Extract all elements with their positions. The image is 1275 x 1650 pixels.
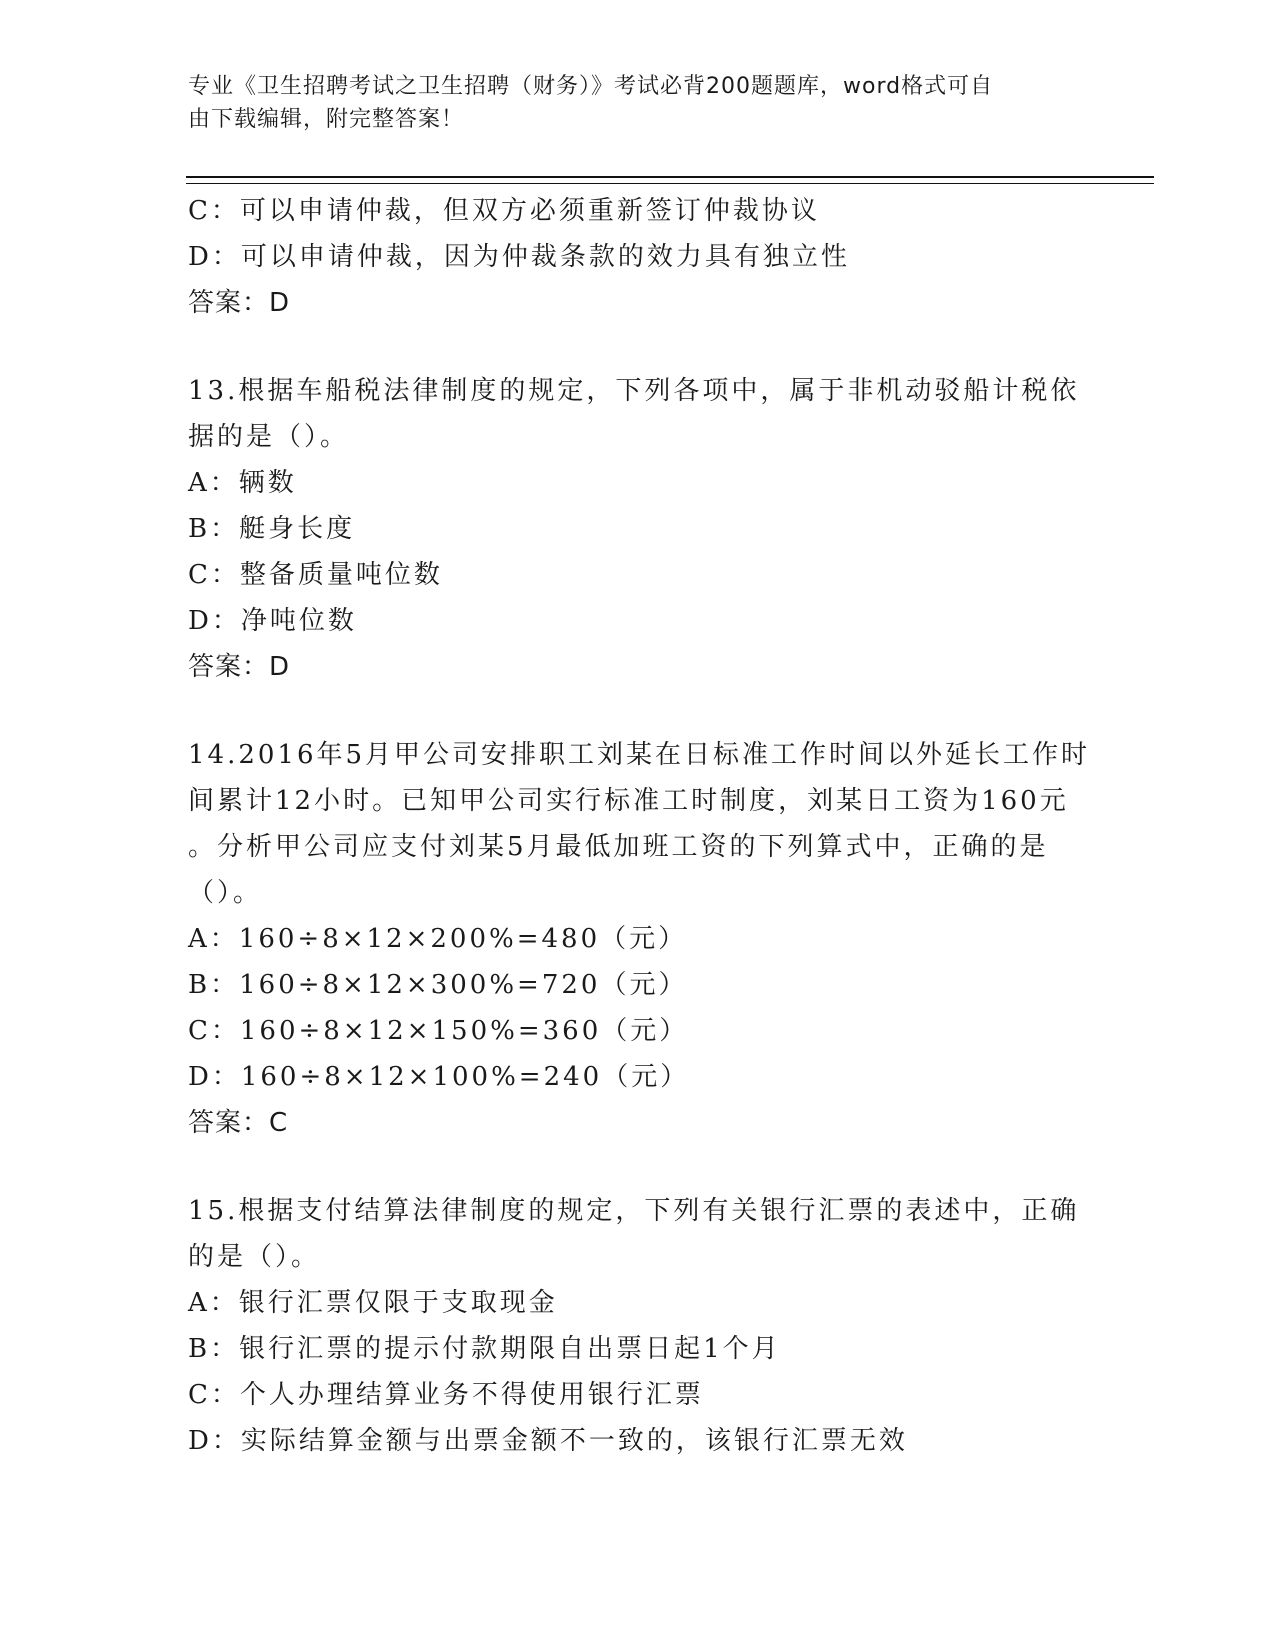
spacer bbox=[188, 690, 1088, 732]
option-c: C：160÷8×12×150%=360（元） bbox=[188, 1016, 689, 1046]
answer-line: 答案：C bbox=[188, 1108, 289, 1138]
option-d: D：160÷8×12×100%=240（元） bbox=[188, 1062, 690, 1092]
question-stem: （）。 bbox=[188, 878, 263, 908]
question-stem: 的是（）。 bbox=[188, 1242, 321, 1272]
option-a: A：160÷8×12×200%=480（元） bbox=[188, 924, 688, 954]
option-a: A：辆数 bbox=[188, 468, 297, 498]
question-stem: 13.根据车船税法律制度的规定，下列各项中，属于非机动驳船计税依 bbox=[188, 376, 1080, 406]
question-stem: 间累计12小时。已知甲公司实行标准工时制度，刘某日工资为160元 bbox=[188, 786, 1069, 816]
option-b: B：银行汇票的提示付款期限自出票日起1个月 bbox=[188, 1334, 781, 1364]
question-14 bbox=[188, 732, 1091, 1146]
option-b: B：160÷8×12×300%=720（元） bbox=[188, 970, 688, 1000]
option-d: D：可以申请仲裁，因为仲裁条款的效力具有独立性 bbox=[188, 242, 850, 272]
question-13 bbox=[188, 368, 1088, 690]
question-stem: 据的是（）。 bbox=[188, 422, 350, 452]
spacer bbox=[188, 1146, 1088, 1188]
header-line-2: 由下载编辑，附完整答案！ bbox=[188, 107, 465, 132]
header-line-1: 专业《卫生招聘考试之卫生招聘（财务）》考试必背200题题库，word格式可自 bbox=[188, 74, 994, 99]
option-b: B：艇身长度 bbox=[188, 514, 356, 544]
answer-line: 答案：D bbox=[188, 652, 291, 682]
question-stem: 14.2016年5月甲公司安排职工刘某在日标准工作时间以外延长工作时 bbox=[188, 740, 1091, 770]
header-divider-thick bbox=[186, 176, 1154, 178]
option-d: D：净吨位数 bbox=[188, 606, 357, 636]
spacer bbox=[188, 326, 1088, 368]
header-divider-thin bbox=[186, 183, 1154, 184]
question-list bbox=[188, 188, 1091, 1464]
answer-line: 答案：D bbox=[188, 288, 291, 318]
option-c: C：个人办理结算业务不得使用银行汇票 bbox=[188, 1380, 704, 1410]
question-15 bbox=[188, 1188, 1088, 1464]
option-d: D：实际结算金额与出票金额不一致的，该银行汇票无效 bbox=[188, 1426, 908, 1456]
option-c: C：整备质量吨位数 bbox=[188, 560, 443, 590]
option-a: A：银行汇票仅限于支取现金 bbox=[188, 1288, 558, 1318]
option-c: C：可以申请仲裁，但双方必须重新签订仲裁协议 bbox=[188, 196, 820, 226]
document-header bbox=[188, 70, 1068, 136]
question-stem: 。分析甲公司应支付刘某5月最低加班工资的下列算式中，正确的是 bbox=[188, 832, 1049, 862]
question-12-tail bbox=[188, 188, 1088, 326]
question-stem: 15.根据支付结算法律制度的规定，下列有关银行汇票的表述中，正确 bbox=[188, 1196, 1080, 1226]
